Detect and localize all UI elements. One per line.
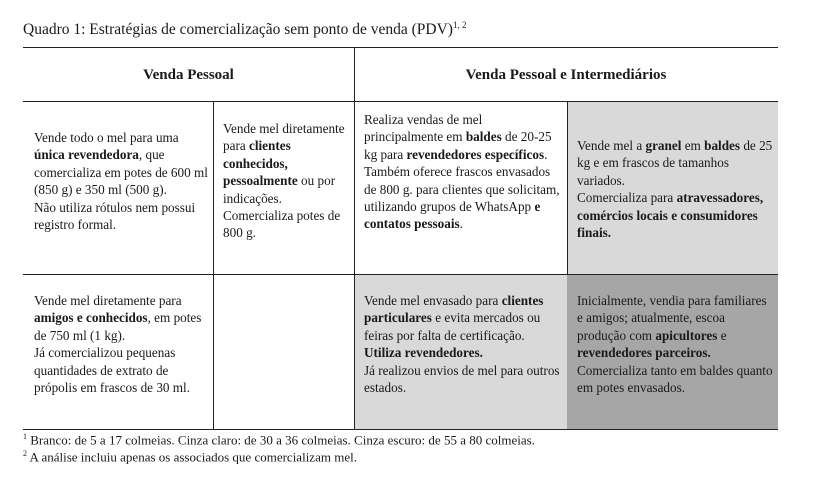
caption-text: Quadro 1: Estratégias de comercialização sem ponto de venda (PDV) (23, 21, 453, 39)
cell-r1c1 (34, 129, 210, 233)
text-run: ou por indicações. (223, 173, 336, 206)
text-run: , em potes de 750 ml (1 kg). (34, 310, 202, 343)
bold-text-run: baldes (704, 138, 741, 153)
table-top-rule (23, 47, 778, 48)
bold-text-run: revendedores parceiros. (577, 345, 711, 361)
text-run: Vende mel diretamente para (34, 293, 182, 308)
cell-r1c2 (223, 120, 353, 242)
column-divider-1 (213, 101, 214, 429)
bold-text-run: única revendedora (34, 147, 139, 163)
text-run: . (459, 216, 463, 232)
bold-text-run: contatos pessoais (364, 216, 460, 232)
row-divider (23, 274, 778, 275)
caption-footnote-refs: 1, 2 (452, 20, 467, 30)
text-run: Comercializa potes de 800 g. (223, 208, 341, 241)
bold-text-run: baldes (465, 129, 502, 145)
cell-r2c3 (364, 292, 564, 396)
text-run: Não utiliza rótulos nem possui registro formal. (34, 199, 196, 233)
bold-text-run: clientes particulares (364, 293, 544, 326)
footnote-1 (23, 432, 535, 448)
text-run: Vende mel a (577, 138, 646, 153)
text-run: Já comercializou pequenas quantidades de extrato de própolis em frascos de 30 ml. (34, 345, 191, 396)
bold-text-run: amigos e conhecidos (34, 310, 148, 326)
text-run: Já realizou envios de mel para outros estados. (364, 362, 560, 396)
bold-text-run: apicultores (655, 327, 718, 343)
text-run: Comercializa tanto em baldes quanto em potes envasados. (577, 362, 773, 396)
footnote-2-marker: 2 (23, 449, 27, 458)
text-run: e evita mercados ou feiras por falta de certificação. (364, 310, 541, 343)
text-run: Inicialmente, vendia para familiares e amigos; atualmente, escoa produção com (577, 293, 767, 343)
footnote-1-marker: 1 (23, 432, 27, 441)
table-caption (23, 20, 466, 39)
text-run: de 25 kg e em frascos de tamanhos variados. (577, 138, 773, 188)
cell-r1c4 (577, 137, 773, 241)
table-bottom-rule (23, 429, 778, 430)
cell-r2c4 (577, 292, 773, 396)
header-venda-pessoal-intermediarios: Venda Pessoal e Intermediários (465, 67, 667, 83)
bold-text-run: clientes conhecidos, pessoalmente (223, 138, 298, 189)
column-divider-3 (567, 101, 568, 274)
text-run: de 20-25 kg para (364, 129, 552, 162)
footnote-1-text: Branco: de 5 a 17 colmeias. Cinza claro: de 30 a 36 colmeias. Cinza escuro: de 55 a 80 colmeias. (27, 432, 535, 448)
header-venda-pessoal: Venda Pessoal (143, 67, 234, 83)
text-run: Realiza vendas de mel principalmente em (364, 112, 483, 145)
text-run: Também oferece frascos envasados de 800 g. para clientes que solicitam, utilizando grupos de WhatsApp (364, 164, 560, 215)
text-run: , que comercializa em potes de 600 ml (850 g) e 350 ml (500 g). (34, 147, 208, 198)
text-run: Comercializa para (577, 190, 677, 206)
bold-text-run: e (534, 199, 541, 215)
bold-text-run: revendedores específicos (406, 146, 545, 162)
text-run: Vende mel diretamente para (223, 121, 345, 154)
header-bottom-rule (23, 101, 778, 102)
cell-r2c1 (34, 292, 210, 396)
text-run: Vende mel envasado para (364, 293, 502, 308)
footnote-2 (23, 449, 357, 465)
text-run: e (717, 327, 727, 343)
bold-text-run: granel (645, 138, 682, 153)
text-run: em (681, 138, 705, 153)
cell-r1c3 (364, 111, 564, 233)
bold-text-run: atravessadores, comércios locais e consumidores finais. (577, 190, 764, 241)
footnote-2-text: A análise incluiu apenas os associados que comercializam mel. (27, 449, 357, 465)
text-run: Vende todo o mel para uma (34, 130, 179, 145)
bold-text-run: Utiliza revendedores. (364, 345, 483, 361)
text-run: . (544, 146, 548, 162)
header-column-divider (354, 47, 355, 429)
